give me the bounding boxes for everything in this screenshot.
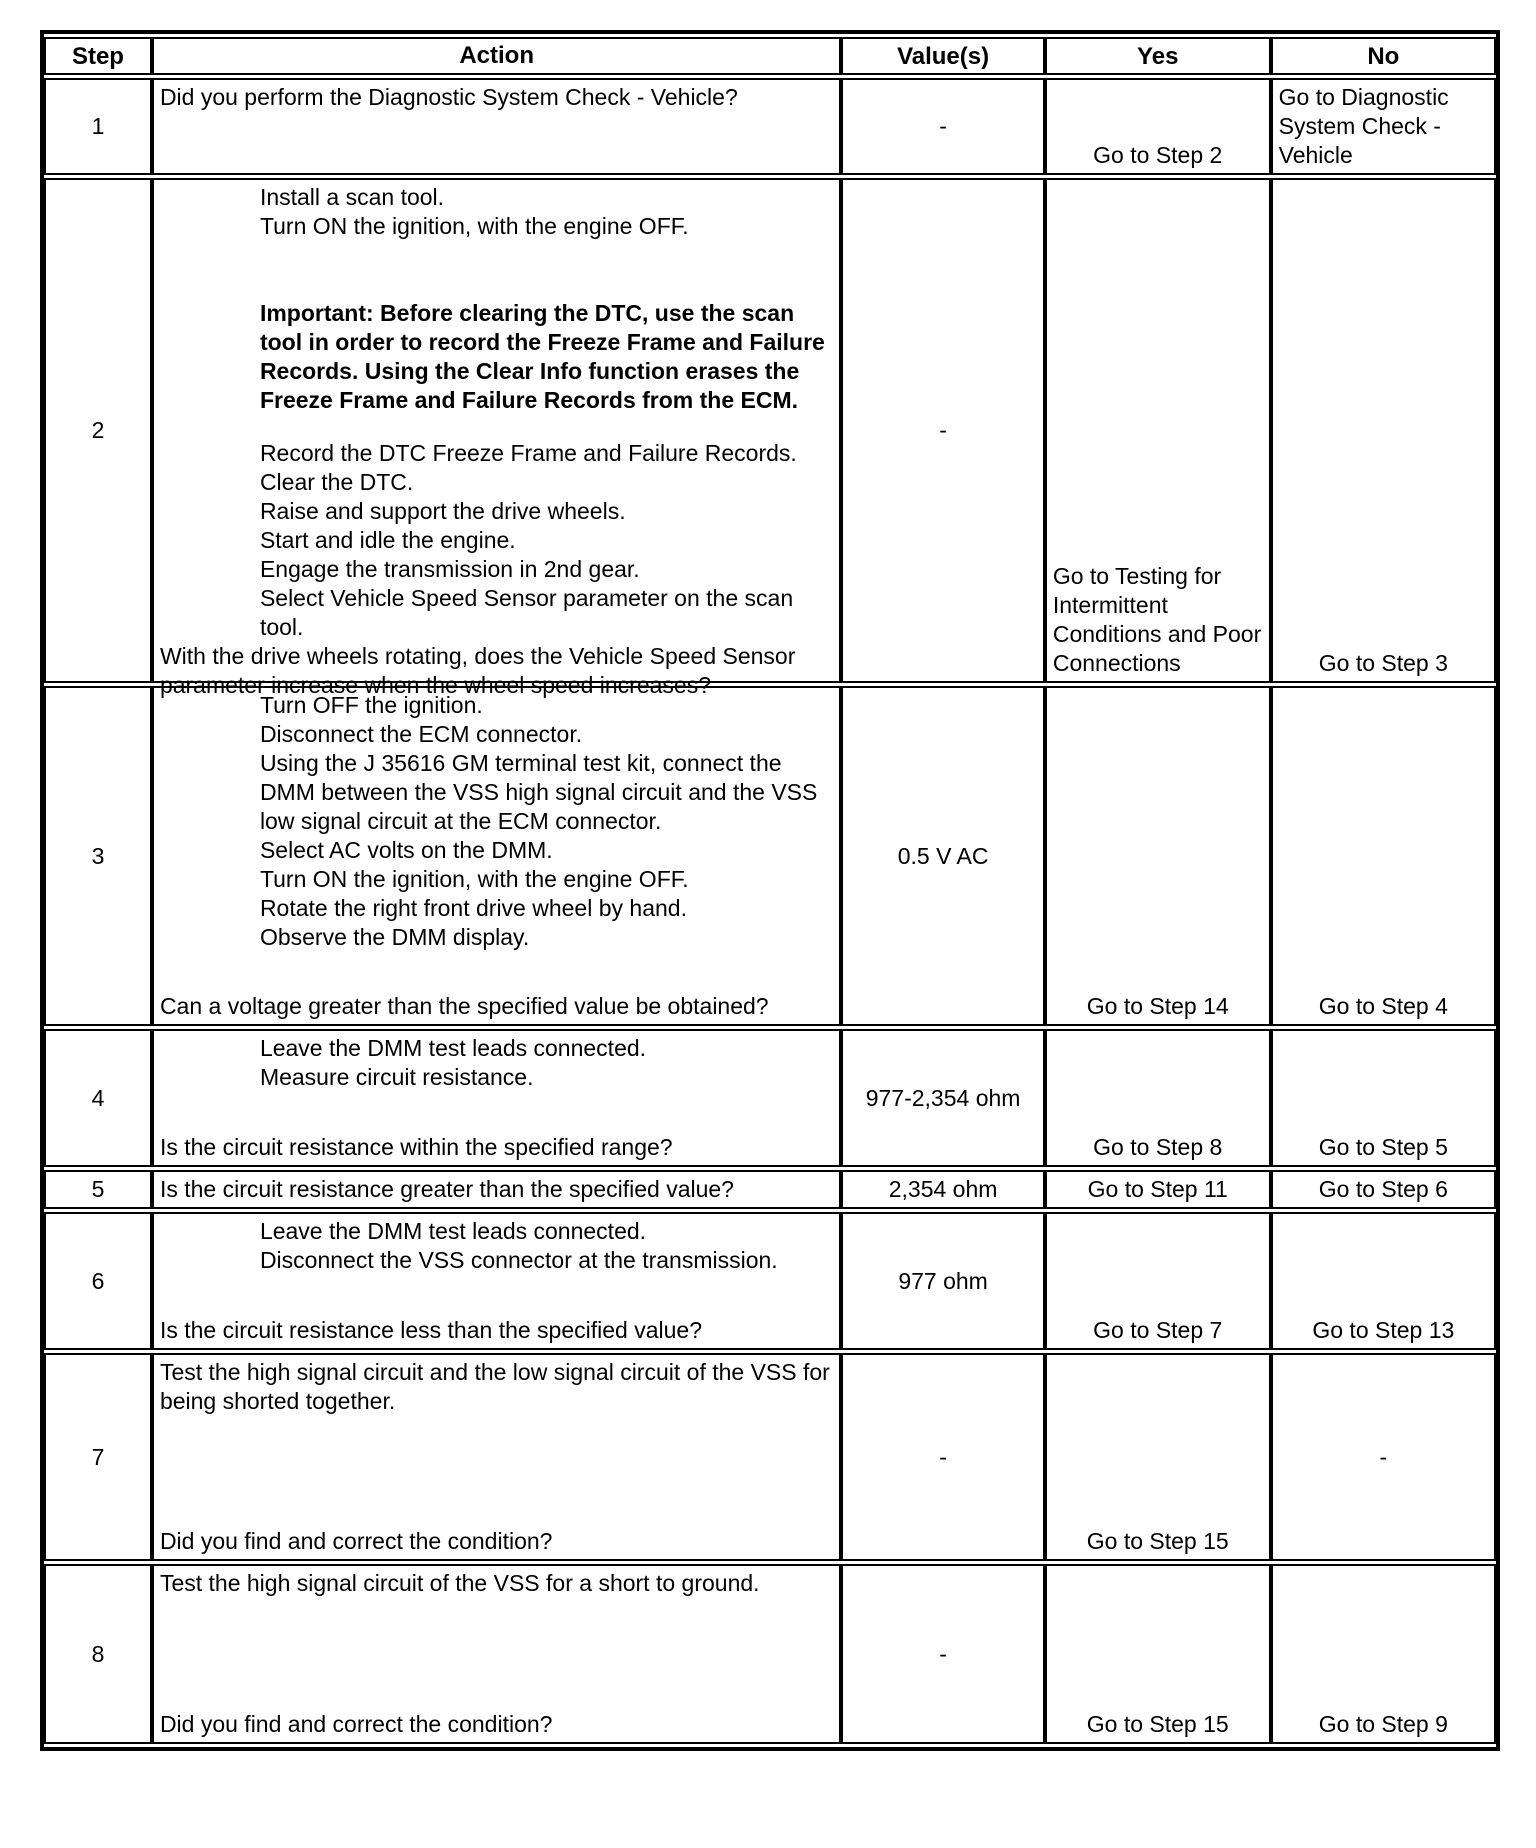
action-step: Select AC volts on the DMM. bbox=[259, 837, 553, 863]
table-row bbox=[44, 1564, 1496, 1744]
yes-cell: Go to Step 14 bbox=[1045, 686, 1271, 1026]
action-step: Observe the DMM display. bbox=[259, 924, 530, 950]
action-question: Is the circuit resistance less than the specified value? bbox=[159, 1317, 702, 1343]
action-question: Did you perform the Diagnostic System Check - Vehicle? bbox=[159, 84, 738, 110]
action-step: Select Vehicle Speed Sensor parameter on the scan tool. bbox=[259, 585, 794, 640]
action-step: Start and idle the engine. bbox=[259, 527, 516, 553]
no-cell: Go to Step 3 bbox=[1271, 178, 1496, 683]
action-step: Raise and support the drive wheels. bbox=[259, 498, 626, 524]
action-step: Clear the DTC. bbox=[259, 469, 414, 495]
header-row bbox=[44, 37, 1496, 75]
action-question: Did you find and correct the condition? bbox=[159, 1528, 553, 1554]
action-question: Can a voltage greater than the specified value be obtained? bbox=[159, 993, 769, 1019]
value-cell: 977-2,354 ohm bbox=[841, 1029, 1044, 1167]
action-step: Turn ON the ignition, with the engine OFF. bbox=[259, 213, 689, 239]
step-number: 8 bbox=[44, 1564, 152, 1744]
no-cell: - bbox=[1271, 1353, 1496, 1561]
action-cell bbox=[152, 1170, 841, 1209]
no-cell: Go to Step 4 bbox=[1271, 686, 1496, 1026]
no-cell: Go to Step 6 bbox=[1271, 1170, 1496, 1209]
table-row bbox=[44, 686, 1496, 1026]
table-row bbox=[44, 1029, 1496, 1167]
value-cell: - bbox=[841, 178, 1044, 683]
yes-cell: Go to Step 2 bbox=[1045, 78, 1271, 175]
action-cell bbox=[152, 178, 841, 698]
yes-cell: Go to Testing for Intermittent Conditions and Poor Connections bbox=[1045, 178, 1271, 683]
action-cell bbox=[152, 686, 841, 1026]
header-values: Value(s) bbox=[841, 37, 1044, 75]
action-lead: Test the high signal circuit of the VSS for a short to ground. bbox=[159, 1570, 760, 1596]
action-step: Leave the DMM test leads connected. bbox=[259, 1218, 647, 1244]
table-row bbox=[44, 1212, 1496, 1350]
yes-cell: Go to Step 11 bbox=[1045, 1170, 1271, 1209]
header-yes: Yes bbox=[1045, 37, 1271, 75]
header-no: No bbox=[1271, 37, 1496, 75]
yes-cell: Go to Step 15 bbox=[1045, 1353, 1271, 1561]
yes-cell: Go to Step 15 bbox=[1045, 1564, 1271, 1744]
value-cell: 977 ohm bbox=[841, 1212, 1044, 1350]
step-number: 6 bbox=[44, 1212, 152, 1350]
yes-cell: Go to Step 8 bbox=[1045, 1029, 1271, 1167]
action-step: Disconnect the VSS connector at the transmission. bbox=[259, 1247, 778, 1273]
step-number: 1 bbox=[44, 78, 152, 175]
important-note: Important: Before clearing the DTC, use the scan tool in order to record the Freeze Frame and Failure Records. Using the Clear Info function erases the Freeze Frame and Failure Records from the ECM. bbox=[259, 300, 825, 413]
no-cell: Go to Step 9 bbox=[1271, 1564, 1496, 1744]
step-number: 3 bbox=[44, 686, 152, 1026]
diagnostic-table bbox=[40, 30, 1500, 1751]
action-step: Engage the transmission in 2nd gear. bbox=[259, 556, 640, 582]
no-cell: Go to Step 5 bbox=[1271, 1029, 1496, 1167]
step-number: 5 bbox=[44, 1170, 152, 1209]
value-cell: 2,354 ohm bbox=[841, 1170, 1044, 1209]
value-cell: - bbox=[841, 1353, 1044, 1561]
yes-cell: Go to Step 7 bbox=[1045, 1212, 1271, 1350]
step-number: 7 bbox=[44, 1353, 152, 1561]
value-cell: - bbox=[841, 1564, 1044, 1744]
table-row bbox=[44, 78, 1496, 175]
action-cell bbox=[152, 1029, 841, 1167]
action-cell bbox=[152, 1564, 841, 1744]
action-step: Using the J 35616 GM terminal test kit, connect the DMM between the VSS high signal circuit and the VSS low signal circuit at the ECM connector. bbox=[259, 750, 818, 834]
header-action: Action bbox=[152, 37, 841, 75]
header-step: Step bbox=[44, 37, 152, 75]
action-step: Leave the DMM test leads connected. bbox=[259, 1035, 647, 1061]
action-step: Install a scan tool. bbox=[259, 184, 445, 210]
action-question: Is the circuit resistance within the specified range? bbox=[159, 1134, 673, 1160]
value-cell: - bbox=[841, 78, 1044, 175]
table-row bbox=[44, 1170, 1496, 1209]
action-cell bbox=[152, 1353, 841, 1561]
action-question: Did you find and correct the condition? bbox=[159, 1711, 553, 1737]
action-question: Is the circuit resistance greater than the specified value? bbox=[159, 1176, 734, 1202]
action-step: Record the DTC Freeze Frame and Failure Records. bbox=[259, 440, 797, 466]
action-cell bbox=[152, 1212, 841, 1350]
action-step: Turn OFF the ignition. bbox=[259, 692, 483, 718]
value-cell: 0.5 V AC bbox=[841, 686, 1044, 1026]
step-number: 4 bbox=[44, 1029, 152, 1167]
action-step: Rotate the right front drive wheel by hand. bbox=[259, 895, 687, 921]
action-cell bbox=[152, 78, 841, 175]
action-step: Disconnect the ECM connector. bbox=[259, 721, 583, 747]
table-row bbox=[44, 1353, 1496, 1561]
no-cell: Go to Diagnostic System Check - Vehicle bbox=[1271, 78, 1496, 175]
action-question: With the drive wheels rotating, does the Vehicle Speed Sensor parameter increase when the wheel speed increases? bbox=[159, 643, 796, 698]
action-step: Measure circuit resistance. bbox=[259, 1064, 534, 1090]
table-row bbox=[44, 178, 1496, 683]
step-number: 2 bbox=[44, 178, 152, 683]
action-step: Turn ON the ignition, with the engine OFF. bbox=[259, 866, 689, 892]
action-lead: Test the high signal circuit and the low signal circuit of the VSS for being shorted together. bbox=[159, 1359, 830, 1414]
no-cell: Go to Step 13 bbox=[1271, 1212, 1496, 1350]
